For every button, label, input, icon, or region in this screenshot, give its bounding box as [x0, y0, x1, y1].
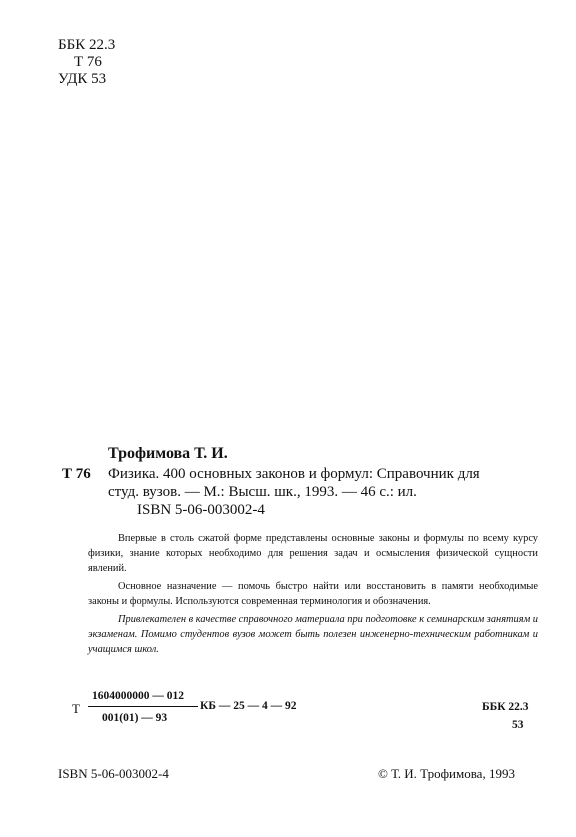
bbk-number: 53 — [512, 719, 524, 731]
code-letter: Т — [72, 701, 80, 716]
code-numerator: 1604000000 — 012 — [92, 690, 184, 702]
annotation-paragraph-3: Привлекателен в качестве справочного материала при подготовке к семинарским занятиям и экзаменам. Помимо студентов вузов может быть полезен инженерно-техническим работникам и учащимся школ. — [88, 614, 538, 655]
author-mark: Т 76 — [74, 54, 102, 70]
annotation-paragraph-2: Основное назначение — помочь быстро найти или восстановить в памяти необходимые законы и формулы. Используются современная терминология и обозначения. — [88, 581, 538, 607]
author-name: Трофимова Т. И. — [108, 445, 228, 462]
record-isbn: ISBN 5-06-003002-4 — [137, 502, 265, 518]
annotation-paragraph-1: Впервые в столь сжатой форме представлены основные законы и формулы по всему курсу физики, знание которых необходимо для решения задач и осмысления физической сущности явлений. — [88, 533, 538, 574]
code-plan: КБ — 25 — 4 — 92 — [200, 700, 297, 712]
title-line-1: Физика. 400 основных законов и формул: Справочник для — [108, 466, 480, 482]
udk-code: УДК 53 — [58, 71, 107, 87]
fraction-rule — [88, 706, 198, 707]
record-index: Т 76 — [62, 466, 91, 482]
title-line-2: студ. вузов. — М.: Высш. шк., 1993. — 46 с.: ил. — [108, 484, 417, 500]
code-denominator: 001(01) — 93 — [102, 712, 168, 724]
bbk-code: ББК 22.3 — [58, 37, 116, 53]
annotation — [88, 531, 538, 657]
bbk-bottom: ББК 22.3 — [482, 701, 529, 713]
footer-isbn: ISBN 5-06-003002-4 — [58, 766, 169, 781]
footer-copyright: © Т. И. Трофимова, 1993 — [378, 766, 515, 781]
